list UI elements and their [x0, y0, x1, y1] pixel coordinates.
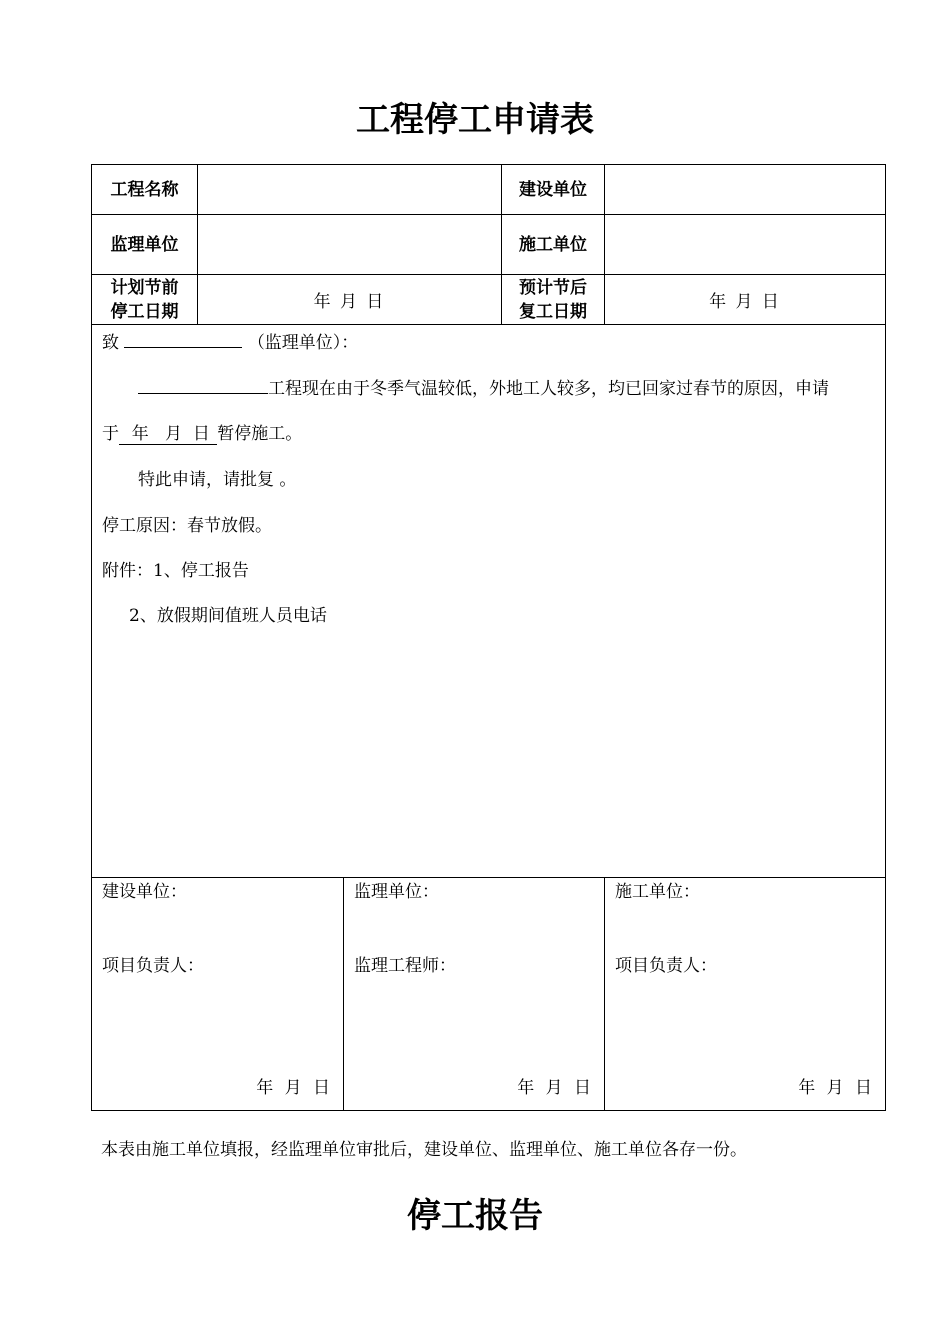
resume-date-label	[502, 275, 605, 325]
attachment-2: 2、放假期间值班人员电话	[129, 606, 327, 626]
supervisor-label: 监理单位	[92, 215, 198, 275]
section-title: 停工报告	[407, 1196, 543, 1236]
contractor-sign-date: 年 月 日	[798, 1078, 875, 1098]
addressee-line	[102, 329, 358, 355]
date-prefix: 于	[102, 424, 119, 444]
to-suffix: （监理单位）：	[247, 333, 359, 353]
owner-person-label: 项目负责人：	[102, 956, 204, 976]
resume-date-label-line2: 复工日期	[519, 301, 587, 322]
stop-date-label-line1: 计划节前	[110, 277, 179, 298]
supervisor-sign-date: 年 月 日	[517, 1078, 594, 1098]
stop-date-label-line2: 停工日期	[110, 301, 179, 322]
resume-date-field[interactable]: 年 月 日	[605, 275, 886, 325]
date-suffix: 暂停施工。	[217, 424, 303, 444]
request-line-2	[102, 422, 302, 446]
resume-date-label-line1: 预计节后	[519, 277, 587, 298]
owner-field[interactable]	[605, 165, 886, 215]
project-name-field[interactable]	[198, 165, 502, 215]
owner-signature-cell[interactable]	[92, 878, 344, 1111]
contractor-signature-cell[interactable]	[605, 878, 886, 1111]
contractor-label: 施工单位	[502, 215, 605, 275]
application-body	[92, 325, 886, 878]
stop-date-blank[interactable]: 年 月 日	[121, 424, 216, 444]
supervisor-person-label: 监理工程师：	[354, 956, 456, 976]
owner-label: 建设单位	[502, 165, 605, 215]
supervisor-signature-cell[interactable]	[344, 878, 605, 1111]
request-text: 工程现在由于冬季气温较低，外地工人较多，均已回家过春节的原因，申请	[268, 379, 829, 399]
attachment-1: 附件：1、停工报告	[102, 561, 249, 581]
stop-date-label	[92, 275, 198, 325]
contractor-unit-label: 施工单位：	[615, 882, 700, 902]
request-line-1	[138, 375, 829, 401]
request-statement: 特此申请，请批复 。	[138, 470, 297, 490]
contractor-field[interactable]	[605, 215, 886, 275]
supervisor-unit-label: 监理单位：	[354, 882, 439, 902]
owner-sign-date: 年 月 日	[256, 1078, 333, 1098]
project-blank[interactable]	[138, 375, 268, 394]
application-form-table	[91, 164, 886, 1111]
addressee-blank[interactable]	[124, 329, 242, 348]
to-prefix: 致	[102, 333, 119, 353]
project-name-label: 工程名称	[92, 165, 198, 215]
owner-unit-label: 建设单位：	[102, 882, 187, 902]
stop-date-field[interactable]: 年 月 日	[198, 275, 502, 325]
stop-reason: 停工原因：春节放假。	[102, 516, 272, 536]
page-title: 工程停工申请表	[356, 100, 594, 140]
supervisor-field[interactable]	[198, 215, 502, 275]
footnote: 本表由施工单位填报，经监理单位审批后，建设单位、监理单位、施工单位各存一份。	[101, 1140, 747, 1160]
contractor-person-label: 项目负责人：	[615, 956, 717, 976]
